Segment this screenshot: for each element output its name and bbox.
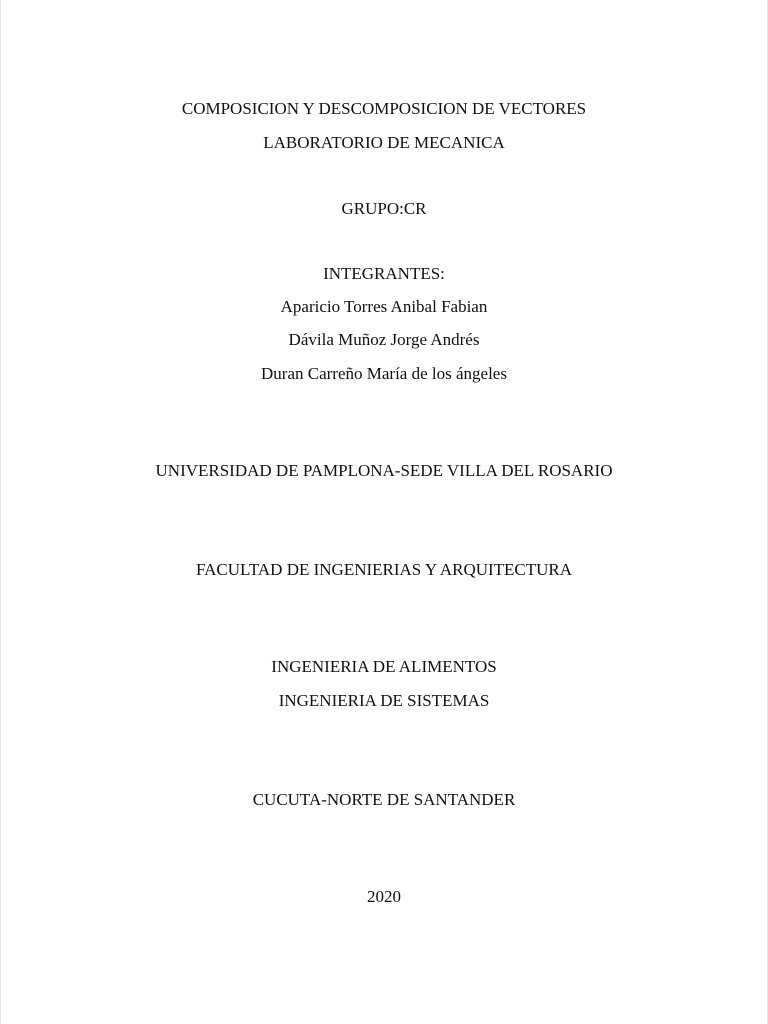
program-name: INGENIERIA DE ALIMENTOS: [271, 657, 497, 676]
member-name: Aparicio Torres Anibal Fabian: [280, 297, 488, 316]
members-heading: INTEGRANTES:: [323, 264, 445, 283]
year: 2020: [367, 887, 401, 906]
program-name: INGENIERIA DE SISTEMAS: [278, 691, 490, 710]
member-name: Duran Carreño María de los ángeles: [261, 364, 507, 383]
university-name: UNIVERSIDAD DE PAMPLONA-SEDE VILLA DEL ROSARIO: [155, 461, 613, 480]
course-name: LABORATORIO DE MECANICA: [263, 133, 505, 152]
group-label: GRUPO:CR: [341, 199, 427, 218]
location: CUCUTA-NORTE DE SANTANDER: [252, 790, 516, 809]
member-name: Dávila Muñoz Jorge Andrés: [288, 330, 480, 349]
document-title: COMPOSICION Y DESCOMPOSICION DE VECTORES: [181, 99, 587, 118]
faculty-name: FACULTAD DE INGENIERIAS Y ARQUITECTURA: [195, 560, 573, 579]
